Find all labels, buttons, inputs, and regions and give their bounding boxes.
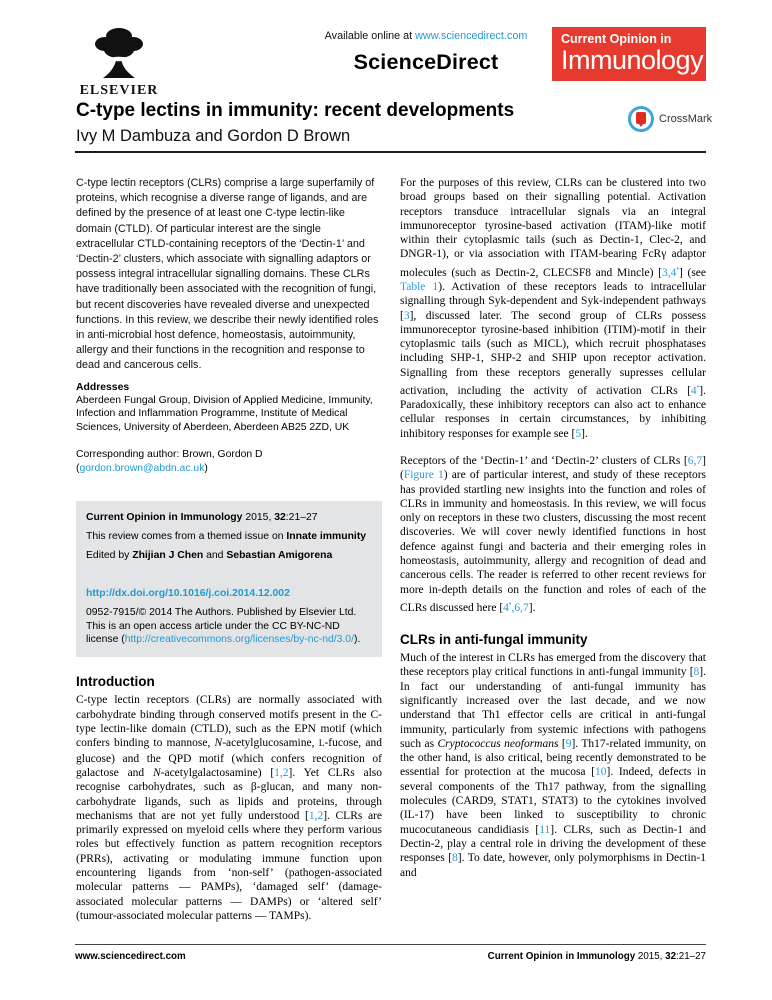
overview-paragraph-2: Receptors of the ‘Dectin-1’ and ‘Dectin-2’ clusters of CLRs [6,7] (Figure 1) are of particular interest, and study of these receptors has provided startling new insights into the function and roles of CLRs in immunity and homeostasis. In this review, we will focus only on receptors in these two clusters, discussing the most recent discoveries. We will cover newly identified functions in host defence against fungi and bacteria and their emerging roles in homeostasis, autoimmunity, allergy and recognition of dead and cancerous cells. The reader is referred to other recent reviews for more in-depth details on the function and roles of each of the CLRs discussed here [4•,6,7]. <box>400 455 706 614</box>
article-columns <box>76 176 706 923</box>
header-divider <box>75 151 706 153</box>
journal-badge-title: Immunology <box>561 45 704 75</box>
journal-cover-badge <box>552 27 706 81</box>
crossmark-icon <box>628 106 654 132</box>
sciencedirect-link[interactable]: www.sciencedirect.com <box>415 30 528 42</box>
footer-divider <box>75 944 706 945</box>
sciencedirect-logo: ScienceDirect <box>353 50 499 74</box>
elsevier-logo-text: ELSEVIER <box>79 83 159 98</box>
elsevier-logo[interactable] <box>64 26 174 99</box>
addresses-text: Aberdeen Fungal Group, Division of Applied Medicine, Immunity, Infection and Inflammation Programme, Institute of Medical Sciences, University of Aberdeen, Aberdeen AB25 2ZD, UK <box>76 394 373 434</box>
antifungal-heading: CLRs in anti-fungal immunity <box>400 632 588 648</box>
footer-site-url: www.sciencedirect.com <box>75 951 186 962</box>
introduction-paragraph: C-type lectin receptors (CLRs) are normally associated with carbohydrate binding through conserved motifs present in the C-type lectin-like domain (CTLD), such as the EPN motif (which confers binding to mannose, N-acetylglucosamine, L-fucose, and glucose) and the QPD motif (which confers recognition of galactose and N-acetylgalactosamine) [1,2]. Yet CLRs also recognise carbohydrates, such as β-glucan, and many non-carbohydrate ligands, such as lipids and proteins, through mechanisms that are not yet fully understood [1,2]. CLRs are primarily expressed on myeloid cells where they perform various roles but effectively function as pattern recognition receptors (PRRs), activating or modulating immune function upon encountering ligands from ‘non-self’ (pathogen-associated molecular patterns — PAMPs), ‘damaged self’ (damage-associated molecular patterns — DAMPs) or ‘altered self’ (tumour-associated molecular patterns — TAMPs). <box>76 694 383 922</box>
license-line: 0952-7915/© 2014 The Authors. Published by Elsevier Ltd. This is an open access article under the CC BY-NC-ND license (http://creativecommons.org/licenses/by-nc-nd/3.0/). <box>86 607 361 646</box>
journal-badge-series: Current Opinion in <box>561 32 672 46</box>
introduction-heading: Introduction <box>76 674 155 690</box>
article-authors: Ivy M Dambuza and Gordon D Brown <box>76 127 351 145</box>
cc-license-link[interactable]: http://creativecommons.org/licenses/by-nc-nd/3.0/ <box>124 634 354 646</box>
left-column <box>76 176 382 923</box>
doi-link[interactable]: http://dx.doi.org/10.1016/j.coi.2014.12.002 <box>86 587 290 599</box>
corresponding-author-line: Corresponding author: Brown, Gordon D (gordon.brown@abdn.ac.uk) <box>76 449 263 474</box>
citation-line: Current Opinion in Immunology 2015, 32:21–27 <box>86 511 318 523</box>
addresses-heading: Addresses <box>76 381 130 393</box>
page-footer <box>75 951 706 962</box>
right-column <box>400 176 706 923</box>
article-title: C-type lectins in immunity: recent developments <box>76 100 515 121</box>
overview-paragraph-1: For the purposes of this review, CLRs can be clustered into two broad groups based on their signalling potential. Activation receptors transduce intracellular signals via an integral immunoreceptor tyrosine-based activation (ITAM)-like motif within their cytoplasmic tails (such as Dectin-1, Clec-2, and DNGR-1), or via association with ITAM-bearing FcRγ adaptor molecules (such as Dectin-2, CLECSF8 and Mincle) [3,4•] (see Table 1). Activation of these receptors leads to intracellular signalling through Syk-dependent and Syk-independent pathways [3], discussed later. The second group of CLRs possess immunoreceptor tyrosine-based inhibition (ITIM)-motif in their cytoplasmic tails (such as MICL), which recruit phosphatases including SHP-1, SHP-2 and SHIP upon receptor activation. Signalling from these receptors generally supresses cellular activation, including the activity of activation CLRs [4•]. Paradoxically, these inhibitory receptors can also act to enhance cellular responses in certain circumstances, by inhibiting inhibitory responses for example see [5]. <box>400 177 707 440</box>
footer-citation: Current Opinion in Immunology 2015, 32:21–27 <box>487 951 706 962</box>
antifungal-paragraph: Much of the interest in CLRs has emerged from the discovery that these receptors play critical functions in anti-fungal immunity [8]. In fact our understanding of anti-fungal immunity has significantly increased over the last decade, and we now understand that Th1 effector cells are critical in anti-fungal immunity, particularly from systemic infections with pathogens such as Cryptococcus neoformans [9]. Th17-related immunity, on the other hand, is also critical, being recently demonstrated to be essential for protection at the mucosa [10]. Indeed, defects in several components of the Th17 pathway, from the signalling molecules (CARD9, STAT1, STAT3) to the cytokines involved (IL-17) have been linked to susceptibility to chronic mucocutaneous candidiasis [11]. CLRs, such as Dectin-1 and Dectin-2, play a central role in driving the development of these responses [8]. To date, however, only polymorphisms in Dectin-1 and <box>400 652 706 879</box>
corresponding-author-email-link[interactable]: gordon.brown@abdn.ac.uk <box>79 462 205 474</box>
doi-line <box>86 587 372 600</box>
edited-by-line: Edited by Zhijian J Chen and Sebastian Amigorena <box>86 550 333 562</box>
crossmark-label: CrossMark <box>659 113 713 125</box>
title-block <box>76 100 636 146</box>
citation-box <box>76 501 382 658</box>
crossmark-badge[interactable] <box>628 106 720 132</box>
available-online-prefix: Available online at <box>324 30 416 42</box>
themed-issue-line: This review comes from a themed issue on Innate immunity <box>86 531 367 543</box>
abstract-text: C-type lectin receptors (CLRs) comprise a large superfamily of proteins, which recognise a diverse range of ligands, and are defined by the presence of at least one C-type lectin-like domain (CTLD). Of particular interest are the single extracellular CTLD-containing receptors of the ‘Dectin-1’ and ‘Dectin-2’ clusters, which associate with signalling adaptors or possess integral intracellular signalling domains. These CLRs have traditionally been associated with the recognition of fungi, but recent discoveries have revealed diverse and unexpected functions. In this review, we describe their newly identified roles in anti-microbial host defence, homeostasis, autoimmunity, allergy and their functions in the recognition and response to dead and cancerous cells. <box>76 177 379 372</box>
elsevier-tree-icon <box>88 26 150 82</box>
